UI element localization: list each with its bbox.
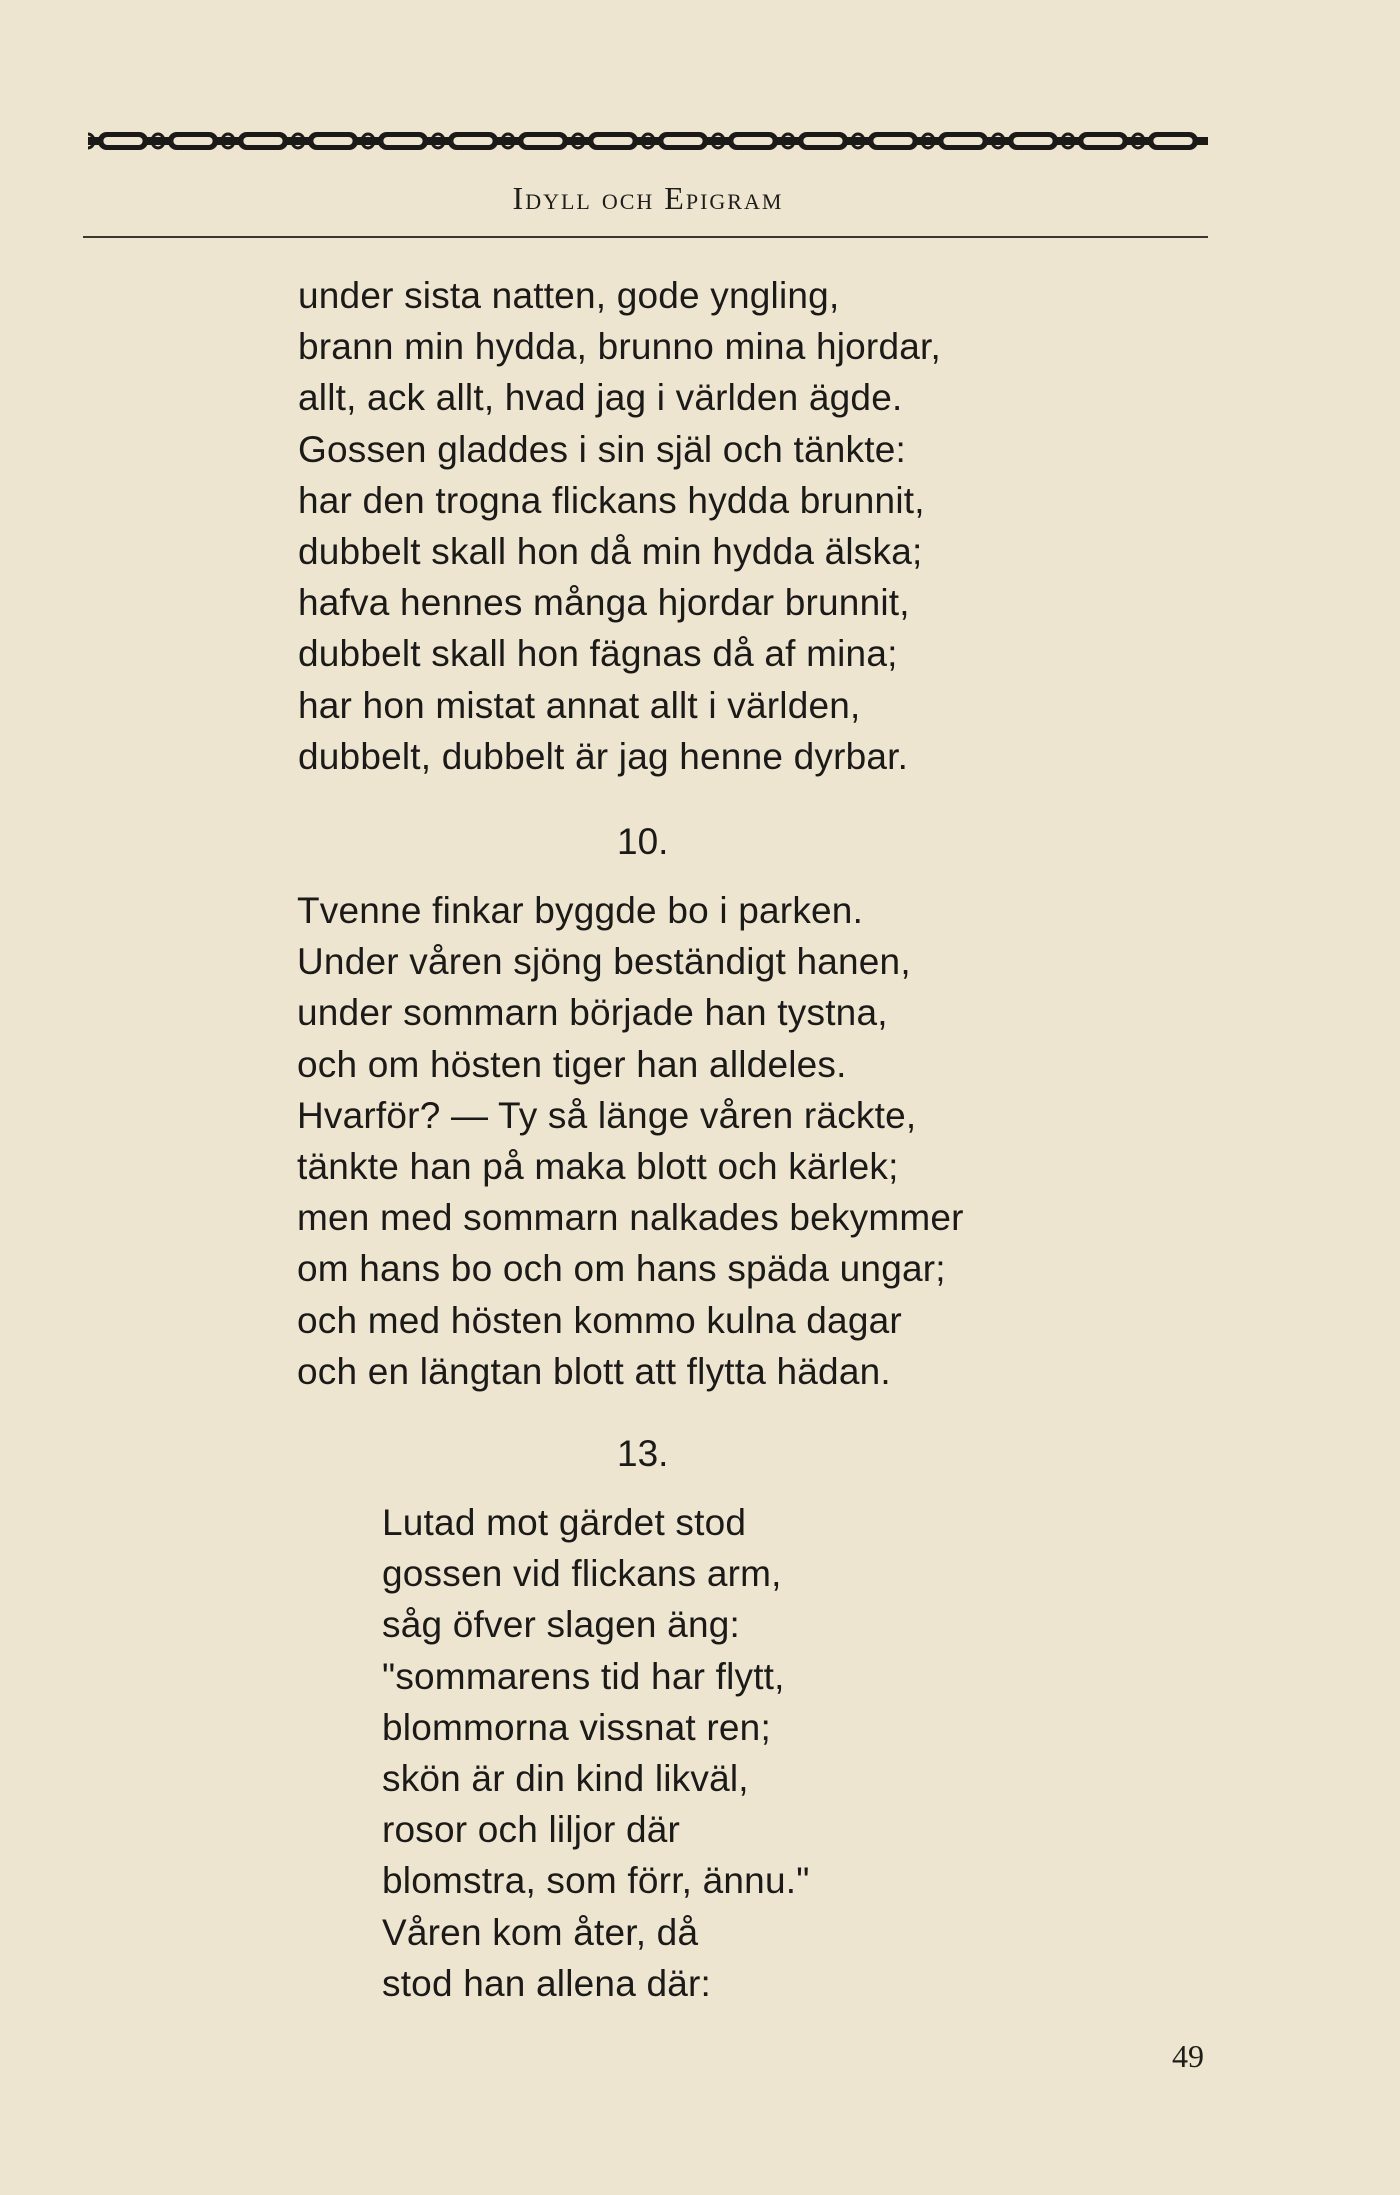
poem-line: Lutad mot gärdet stod <box>382 1502 747 1543</box>
poem-line: under sista natten, gode yngling, <box>298 275 840 316</box>
chain-link-hole <box>593 137 632 145</box>
poem-number-10: 10. <box>617 821 669 862</box>
poem-line: och en längtan blott att flytta hädan. <box>297 1350 891 1392</box>
poem-line: Gossen gladdes i sin själ och tänkte: <box>298 428 906 470</box>
chain-link-hole <box>943 137 982 145</box>
chain-link-hole <box>453 137 492 145</box>
decorative-chain-border <box>88 128 1208 154</box>
chain-link-hole <box>663 137 702 145</box>
poem-number-13: 13. <box>617 1433 669 1474</box>
poem-line: dubbelt skall hon fägnas då af mina; <box>298 633 898 675</box>
chain-link-hole <box>733 137 772 145</box>
poem-line: om hans bo och om hans späda ungar; <box>297 1248 946 1290</box>
poem-line: Tvenne finkar byggde bo i parken. <box>297 890 864 931</box>
poem-line: Våren kom åter, då <box>382 1911 699 1953</box>
chain-link-hole <box>243 137 282 145</box>
poem-line: hafva hennes många hjordar brunnit, <box>298 582 910 624</box>
poem-line: såg öfver slagen äng: <box>382 1604 740 1646</box>
poem-line: blommorna vissnat ren; <box>382 1706 771 1748</box>
poem-line: dubbelt skall hon då min hydda älska; <box>298 530 923 572</box>
poem-line: blomstra, som förr, ännu." <box>382 1860 810 1902</box>
chain-link-hole <box>1013 137 1052 145</box>
poem-line: under sommarn började han tystna, <box>297 992 888 1034</box>
chain-link-hole <box>103 137 142 145</box>
poem-line: rosor och liljor där <box>382 1809 681 1851</box>
poem-line: tänkte han på maka blott och kärlek; <box>297 1145 899 1187</box>
chain-link-hole <box>803 137 842 145</box>
chain-link-hole <box>383 137 422 145</box>
chain-link-hole <box>1083 137 1122 145</box>
chain-link-hole <box>313 137 352 145</box>
poem-line: och om hösten tiger han alldeles. <box>297 1043 847 1085</box>
poem-line: Hvarför? — Ty så länge våren räckte, <box>297 1094 917 1136</box>
page-number: 49 <box>1172 2038 1204 2074</box>
poem-line: Under våren sjöng beständigt hanen, <box>297 941 911 983</box>
chain-link-hole <box>173 137 212 145</box>
poem-line: men med sommarn nalkades bekymmer <box>297 1197 964 1239</box>
poem-line: gossen vid flickans arm, <box>382 1553 782 1595</box>
poem-line: allt, ack allt, hvad jag i världen ägde. <box>298 377 903 419</box>
poem-9-continuation <box>298 270 941 782</box>
poem-line: skön är din kind likväl, <box>382 1757 749 1799</box>
poem-line: stod han allena där: <box>382 1962 712 2004</box>
chain-link-hole <box>523 137 562 145</box>
poem-10 <box>297 885 964 1397</box>
poem-line: har den trogna flickans hydda brunnit, <box>298 479 925 521</box>
running-head-title: Idyll och Epigram <box>512 180 784 216</box>
chain-link-hole <box>1153 137 1192 145</box>
header-rule <box>83 236 1208 238</box>
poem-line: och med hösten kommo kulna dagar <box>297 1299 902 1341</box>
poem-line: har hon mistat annat allt i världen, <box>298 684 861 726</box>
poem-line: brann min hydda, brunno mina hjordar, <box>298 326 941 368</box>
chain-link-hole <box>873 137 912 145</box>
poem-line: dubbelt, dubbelt är jag henne dyrbar. <box>298 735 909 777</box>
poem-line: "sommarens tid har flytt, <box>382 1655 785 1697</box>
poem-13 <box>382 1497 810 2009</box>
